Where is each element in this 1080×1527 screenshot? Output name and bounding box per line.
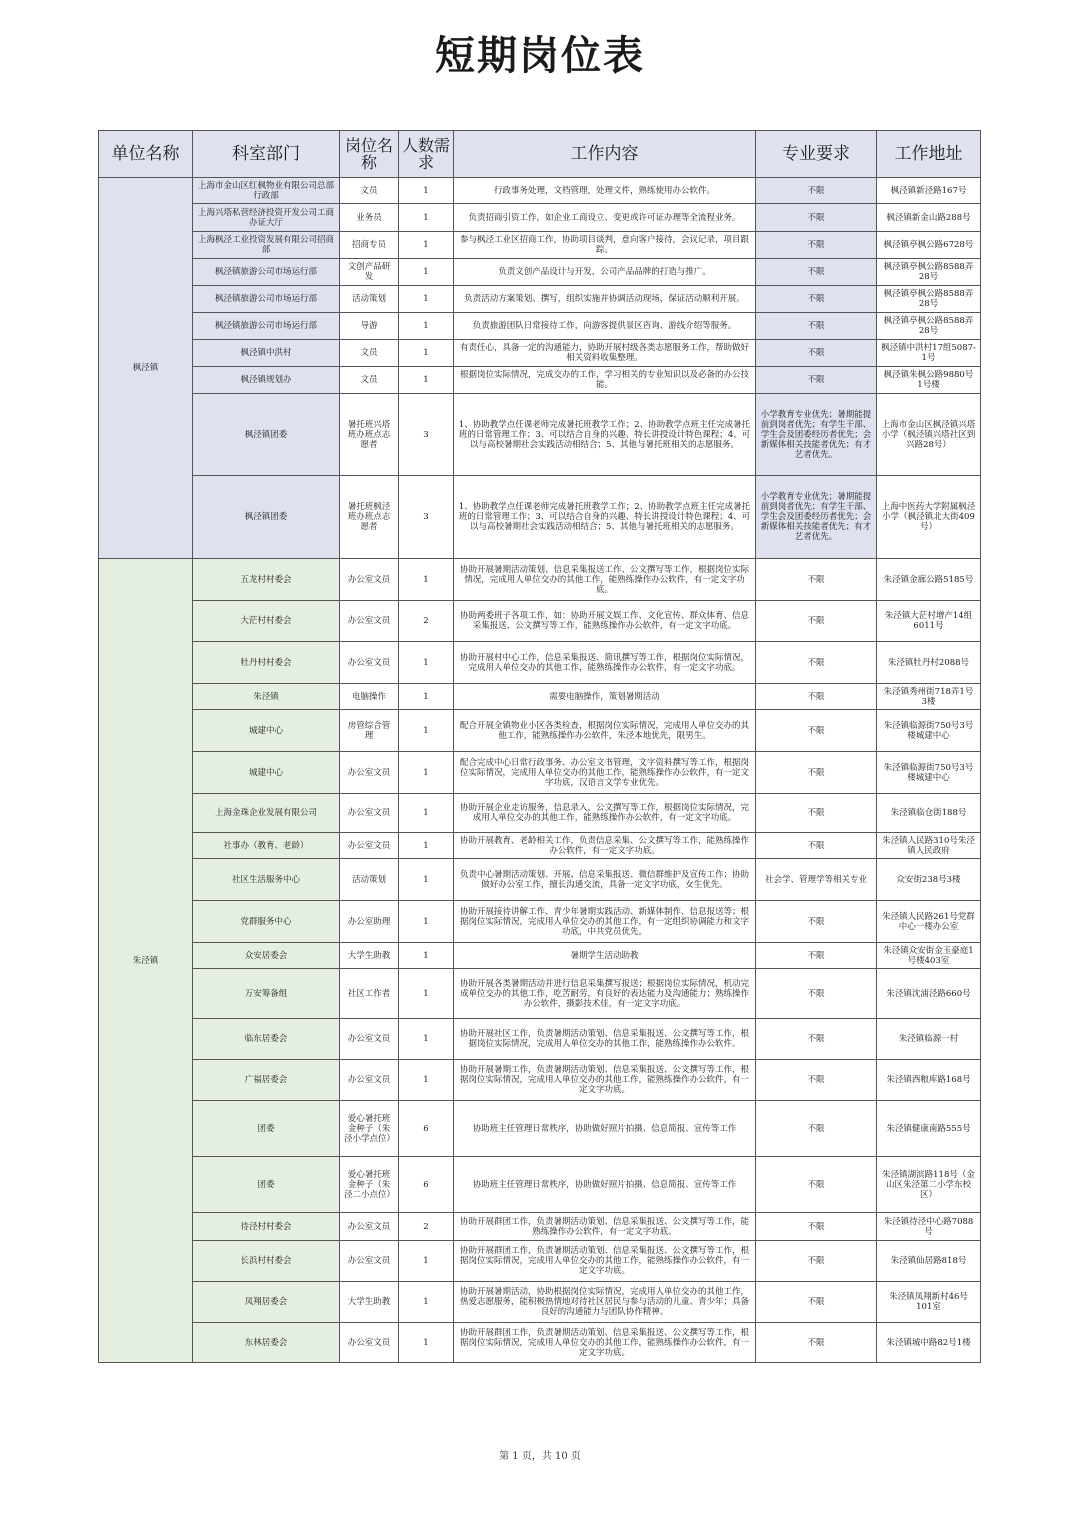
- table-row: [99, 1157, 981, 1213]
- content-cell: 协助开展暑期活动，协助根据岗位实际情况，完成用人单位交办的其他工作，热爱志愿服务，能积极热情地对待社区居民与参与活动的儿童、青少年；具备良好的沟通能力与团队协作精神。: [454, 1282, 756, 1323]
- post-cell: 办公室文员: [340, 642, 399, 684]
- table-row: [99, 476, 981, 559]
- dept-cell: 众安居委会: [193, 943, 340, 969]
- major-cell: 不限: [756, 601, 877, 642]
- content-cell: 配合开展全镇物业小区各类检查，根据岗位实际情况，完成用人单位交办的其他工作，能熟练操作办公软件，朱泾本地优先，限男生。: [454, 710, 756, 752]
- count-cell: 1: [399, 259, 454, 286]
- dept-cell: 长浜村村委会: [193, 1241, 340, 1282]
- dept-cell: 牡丹村村委会: [193, 642, 340, 684]
- dept-cell: 社区生活服务中心: [193, 859, 340, 901]
- count-cell: 1: [399, 710, 454, 752]
- dept-cell: 待泾村村委会: [193, 1213, 340, 1241]
- header-major: 专业要求: [756, 131, 877, 178]
- dept-cell: 凤翔居委会: [193, 1282, 340, 1323]
- post-cell: 活动策划: [340, 286, 399, 313]
- count-cell: 1: [399, 340, 454, 367]
- address-cell: 枫泾镇亭枫公路8588弄28号: [877, 313, 981, 340]
- post-cell: 暑托班兴塔班办班点志愿者: [340, 394, 399, 476]
- major-cell: 不限: [756, 943, 877, 969]
- major-cell: 不限: [756, 232, 877, 259]
- table-row: [99, 943, 981, 969]
- address-cell: 朱泾镇待泾中心路7088号: [877, 1213, 981, 1241]
- dept-cell: 上海市金山区红枫物业有限公司总部行政部: [193, 178, 340, 204]
- dept-cell: 五龙村村委会: [193, 559, 340, 601]
- content-cell: 需要电脑操作，策划暑期活动: [454, 684, 756, 710]
- content-cell: 协助开展企业走访服务，信息录入，公文撰写等工作，根据岗位实际情况，完成用人单位交办的其他工作，能熟练操作办公软件，有一定文字功底。: [454, 794, 756, 833]
- address-cell: 上海中医药大学附属枫泾小学（枫泾镇北大街409号）: [877, 476, 981, 559]
- table-row: [99, 313, 981, 340]
- address-cell: 朱泾镇大茫村增产14组6011号: [877, 601, 981, 642]
- table-row: [99, 1101, 981, 1157]
- major-cell: 不限: [756, 833, 877, 859]
- content-cell: 暑期学生活动助教: [454, 943, 756, 969]
- dept-cell: 城建中心: [193, 710, 340, 752]
- content-cell: 1、协助教学点任课老师完成暑托班教学工作；2、协助教学点班主任完成暑托班的日常管理工作；3、可以结合自身的兴趣、特长讲授设计特色课程；4、可以与高校暑期社会实践活动相结合；5、其他与暑托班相关的志愿服务。: [454, 394, 756, 476]
- post-cell: 办公室文员: [340, 1213, 399, 1241]
- count-cell: 6: [399, 1157, 454, 1213]
- address-cell: 枫泾镇中洪村17组5087-1号: [877, 340, 981, 367]
- dept-cell: 上海枫泾工业投资发展有限公司招商部: [193, 232, 340, 259]
- table-row: [99, 1019, 981, 1060]
- major-cell: 小学教育专业优先；暑期能提前到岗者优先；有学生干部、学生会及团委经历者优先；会新媒体相关技能者优先；有才艺者优先。: [756, 394, 877, 476]
- count-cell: 1: [399, 833, 454, 859]
- post-cell: 房管综合管理: [340, 710, 399, 752]
- content-cell: 协助班主任管理日常秩序，协助做好照片拍摄、信息简报、宣传等工作: [454, 1157, 756, 1213]
- count-cell: 1: [399, 969, 454, 1019]
- table-row: [99, 1060, 981, 1101]
- post-cell: 办公室文员: [340, 833, 399, 859]
- post-cell: 爱心暑托班金种子（朱泾二小点位）: [340, 1157, 399, 1213]
- table-row: [99, 833, 981, 859]
- table-row: [99, 559, 981, 601]
- count-cell: 3: [399, 394, 454, 476]
- count-cell: 1: [399, 943, 454, 969]
- count-cell: 1: [399, 178, 454, 204]
- table-row: [99, 394, 981, 476]
- post-cell: 文员: [340, 367, 399, 394]
- address-cell: 众安街238号3楼: [877, 859, 981, 901]
- post-cell: 暑托班枫泾班办班点志愿者: [340, 476, 399, 559]
- dept-cell: 东林居委会: [193, 1323, 340, 1363]
- major-cell: 不限: [756, 684, 877, 710]
- dept-cell: 大茫村村委会: [193, 601, 340, 642]
- unit-name-cell: 枫泾镇: [99, 178, 193, 559]
- content-cell: 协助两委班子各项工作，如：协助开展文娱工作、文化宣传、群众体育、信息采集报送、公文撰写等工作，能熟练操作办公软件，有一定文字功底。: [454, 601, 756, 642]
- major-cell: 不限: [756, 969, 877, 1019]
- content-cell: 协助开展群团工作，负责暑期活动策划、信息采集报送、公文撰写等工作，根据岗位实际情况，完成用人单位交办的其他工作，能熟练操作办公软件，有一定文字功底。: [454, 1241, 756, 1282]
- dept-cell: 党群服务中心: [193, 901, 340, 943]
- count-cell: 1: [399, 642, 454, 684]
- post-cell: 办公室文员: [340, 794, 399, 833]
- major-cell: 不限: [756, 901, 877, 943]
- post-cell: 办公室助理: [340, 901, 399, 943]
- unit-name-cell: 朱泾镇: [99, 559, 193, 1363]
- content-cell: 参与枫泾工业区招商工作，协助项目谈判，意向客户接待，会议记录，项目跟踪。: [454, 232, 756, 259]
- table-row: [99, 859, 981, 901]
- count-cell: 1: [399, 794, 454, 833]
- post-cell: 办公室文员: [340, 1060, 399, 1101]
- address-cell: 朱泾镇沈浦泾路660号: [877, 969, 981, 1019]
- header-count: 人数需求: [399, 131, 454, 178]
- dept-cell: 枫泾镇旅游公司市场运行部: [193, 313, 340, 340]
- dept-cell: 枫泾镇团委: [193, 394, 340, 476]
- major-cell: 不限: [756, 710, 877, 752]
- table-row: [99, 1213, 981, 1241]
- table-row: [99, 204, 981, 232]
- table-row: [99, 259, 981, 286]
- page-title: 短期岗位表: [435, 32, 645, 79]
- content-cell: 协助开展社区工作，负责暑期活动策划、信息采集报送、公文撰写等工作，根据岗位实际情况，完成用人单位交办的其他工作，能熟练操作办公软件。: [454, 1019, 756, 1060]
- post-cell: 导游: [340, 313, 399, 340]
- dept-cell: 枫泾镇规划办: [193, 367, 340, 394]
- major-cell: 不限: [756, 204, 877, 232]
- address-cell: 朱泾镇金廊公路5185号: [877, 559, 981, 601]
- address-cell: 朱泾镇牡丹村2088号: [877, 642, 981, 684]
- content-cell: 负责旅游团队日常接待工作，向游客提供景区咨询、游线介绍等服务。: [454, 313, 756, 340]
- count-cell: 1: [399, 313, 454, 340]
- major-cell: 不限: [756, 1019, 877, 1060]
- post-cell: 电脑操作: [340, 684, 399, 710]
- dept-cell: 团委: [193, 1101, 340, 1157]
- table-row: [99, 367, 981, 394]
- major-cell: 不限: [756, 642, 877, 684]
- table-row: [99, 1241, 981, 1282]
- dept-cell: 城建中心: [193, 752, 340, 794]
- content-cell: 协助开展群团工作，负责暑期活动策划、信息采集报送、公文撰写等工作，能熟练操作办公软件，有一定文字功底。: [454, 1213, 756, 1241]
- address-cell: 上海市金山区枫泾镇兴塔小学（枫泾镇兴塔社区到兴路28号）: [877, 394, 981, 476]
- post-cell: 办公室文员: [340, 1019, 399, 1060]
- table-row: [99, 642, 981, 684]
- major-cell: 不限: [756, 286, 877, 313]
- major-cell: 社会学、管理学等相关专业: [756, 859, 877, 901]
- count-cell: 1: [399, 286, 454, 313]
- count-cell: 1: [399, 752, 454, 794]
- post-cell: 业务员: [340, 204, 399, 232]
- table-row: [99, 684, 981, 710]
- table-row: [99, 286, 981, 313]
- table-row: [99, 1282, 981, 1323]
- address-cell: 枫泾镇新泾路167号: [877, 178, 981, 204]
- content-cell: 协助开展暑期工作，负责暑期活动策划、信息采集报送、公文撰写等工作，根据岗位实际情况，完成用人单位交办的其他工作，能熟练操作办公软件，有一定文字功底。: [454, 1060, 756, 1101]
- major-cell: 不限: [756, 313, 877, 340]
- count-cell: 1: [399, 1241, 454, 1282]
- count-cell: 6: [399, 1101, 454, 1157]
- dept-cell: 枫泾镇团委: [193, 476, 340, 559]
- address-cell: 朱泾镇临源街750号3号楼城建中心: [877, 752, 981, 794]
- address-cell: 朱泾镇人民路310号朱泾镇人民政府: [877, 833, 981, 859]
- address-cell: 朱泾镇健康南路555号: [877, 1101, 981, 1157]
- content-cell: 协助开展各类暑期活动并进行信息采集撰写报送；根据岗位实际情况，机动完成单位交办的其他工作，吃苦耐劳，有良好的表达能力及沟通能力；熟练操作办公软件，摄影技术佳，有一定文字功底。: [454, 969, 756, 1019]
- table-row: [99, 178, 981, 204]
- count-cell: 1: [399, 1323, 454, 1363]
- content-cell: 协助开展群团工作，负责暑期活动策划、信息采集报送、公文撰写等工作，根据岗位实际情况，完成用人单位交办的其他工作，能熟练操作办公软件，有一定文字功底。: [454, 1323, 756, 1363]
- content-cell: 负责文创产品设计与开发，公司产品品牌的打造与推广。: [454, 259, 756, 286]
- major-cell: 不限: [756, 1213, 877, 1241]
- count-cell: 1: [399, 1282, 454, 1323]
- post-cell: 爱心暑托班金种子（朱泾小学点位）: [340, 1101, 399, 1157]
- count-cell: 1: [399, 1019, 454, 1060]
- dept-cell: 枫泾镇中洪村: [193, 340, 340, 367]
- post-cell: 办公室文员: [340, 601, 399, 642]
- major-cell: 小学教育专业优先；暑期能提前到岗者优先；有学生干部、学生会及团委经历者优先；会新媒体相关技能者优先；有才艺者优先。: [756, 476, 877, 559]
- content-cell: 协助开展接待讲解工作、青少年暑期实践活动、新媒体制作、信息报送等；根据岗位实际情况，完成用人单位交办的其他工作，有一定组织协调能力和文字功底，中共党员优先。: [454, 901, 756, 943]
- table-row: [99, 601, 981, 642]
- major-cell: 不限: [756, 1241, 877, 1282]
- dept-cell: 朱泾镇: [193, 684, 340, 710]
- content-cell: 协助班主任管理日常秩序，协助做好照片拍摄、信息简报、宣传等工作: [454, 1101, 756, 1157]
- post-cell: 招商专员: [340, 232, 399, 259]
- dept-cell: 团委: [193, 1157, 340, 1213]
- address-cell: 朱泾镇人民路261号党群中心一楼办公室: [877, 901, 981, 943]
- post-cell: 办公室文员: [340, 1323, 399, 1363]
- content-cell: 负责招商引资工作，如企业工商设立、变更或许可证办理等全流程业务。: [454, 204, 756, 232]
- count-cell: 1: [399, 901, 454, 943]
- address-cell: 枫泾镇亭枫公路6728号: [877, 232, 981, 259]
- table-row: [99, 232, 981, 259]
- post-cell: 社区工作者: [340, 969, 399, 1019]
- content-cell: 根据岗位实际情况，完成交办的工作，学习相关的专业知识以及必备的办公技能。: [454, 367, 756, 394]
- post-cell: 大学生助教: [340, 1282, 399, 1323]
- post-cell: 文员: [340, 178, 399, 204]
- table-row: [99, 340, 981, 367]
- table-row: [99, 1323, 981, 1363]
- header-row: [99, 131, 981, 178]
- table-row: [99, 901, 981, 943]
- post-cell: 文创产品研发: [340, 259, 399, 286]
- major-cell: 不限: [756, 340, 877, 367]
- count-cell: 1: [399, 559, 454, 601]
- count-cell: 1: [399, 367, 454, 394]
- dept-cell: 广福居委会: [193, 1060, 340, 1101]
- post-cell: 办公室文员: [340, 559, 399, 601]
- major-cell: 不限: [756, 1101, 877, 1157]
- major-cell: 不限: [756, 559, 877, 601]
- header-address: 工作地址: [877, 131, 981, 178]
- header-unit: 单位名称: [99, 131, 193, 178]
- count-cell: 1: [399, 204, 454, 232]
- content-cell: 负责活动方案策划、撰写，组织实施并协调活动现场，保证活动顺利开展。: [454, 286, 756, 313]
- table-row: [99, 710, 981, 752]
- post-cell: 办公室文员: [340, 752, 399, 794]
- content-cell: 配合完成中心日常行政事务、办公室文书管理，文字资料撰写等工作，根据岗位实际情况，完成用人单位交办的其他工作，能熟练操作办公软件，有一定文字功底，汉语言文学专业优先。: [454, 752, 756, 794]
- major-cell: 不限: [756, 178, 877, 204]
- major-cell: 不限: [756, 1282, 877, 1323]
- address-cell: 枫泾镇新金山路288号: [877, 204, 981, 232]
- major-cell: 不限: [756, 367, 877, 394]
- count-cell: 1: [399, 1060, 454, 1101]
- count-cell: 3: [399, 476, 454, 559]
- address-cell: 朱泾镇西粮库路168号: [877, 1060, 981, 1101]
- job-table: [98, 130, 981, 1363]
- major-cell: 不限: [756, 259, 877, 286]
- content-cell: 负责中心暑期活动策划、开展、信息采集报送、微信群维护及宣传工作；协助做好办公室工作，擅长沟通交流，具备一定文字功底，女生优先。: [454, 859, 756, 901]
- count-cell: 2: [399, 601, 454, 642]
- content-cell: 协助开展村中心工作，信息采集报送、简讯撰写等工作，根据岗位实际情况，完成用人单位交办的其他工作，能熟练操作办公软件，有一定文字功底。: [454, 642, 756, 684]
- content-cell: 协助开展暑期活动策划、信息采集报送工作、公文撰写等工作，根据岗位实际情况，完成用人单位交办的其他工作，能熟练操作办公软件，有一定文字功底。: [454, 559, 756, 601]
- page-footer: 第 1 页，共 10 页: [499, 1451, 581, 1462]
- address-cell: 朱泾镇湖滨路118号（金山区朱泾第二小学东校区）: [877, 1157, 981, 1213]
- content-cell: 协助开展教育、老龄相关工作，负责信息采集、公文撰写等工作，能熟练操作办公软件，有一定文字功底。: [454, 833, 756, 859]
- dept-cell: 上海兴塔私营经济投资开发公司工商办证大厅: [193, 204, 340, 232]
- address-cell: 朱泾镇众安街金玉豪庭1号楼403室: [877, 943, 981, 969]
- address-cell: 朱泾镇临仓街188号: [877, 794, 981, 833]
- content-cell: 1、协助教学点任课老师完成暑托班教学工作；2、协助教学点班主任完成暑托班的日常管理工作；3、可以结合自身的兴趣、特长讲授设计特色课程；4、可以与高校暑期社会实践活动相结合；5、其他与暑托班相关的志愿服务。: [454, 476, 756, 559]
- dept-cell: 枫泾镇旅游公司市场运行部: [193, 286, 340, 313]
- header-dept: 科室部门: [193, 131, 340, 178]
- address-cell: 枫泾镇亭枫公路8588弄28号: [877, 286, 981, 313]
- count-cell: 1: [399, 232, 454, 259]
- address-cell: 朱泾镇凤翔新村46号101室: [877, 1282, 981, 1323]
- address-cell: 朱泾镇秀州街718弄1号3楼: [877, 684, 981, 710]
- post-cell: 活动策划: [340, 859, 399, 901]
- address-cell: 枫泾镇朱枫公路9880号1号楼: [877, 367, 981, 394]
- dept-cell: 社事办（教育、老龄）: [193, 833, 340, 859]
- major-cell: 不限: [756, 752, 877, 794]
- post-cell: 文员: [340, 340, 399, 367]
- header-post: 岗位名称: [340, 131, 399, 178]
- major-cell: 不限: [756, 794, 877, 833]
- content-cell: 有责任心，具备一定的沟通能力，协助开展村级各类志愿服务工作，帮助做好相关资料收集整理。: [454, 340, 756, 367]
- address-cell: 朱泾镇城中路82号1楼: [877, 1323, 981, 1363]
- address-cell: 朱泾镇仙居路818号: [877, 1241, 981, 1282]
- post-cell: 办公室文员: [340, 1241, 399, 1282]
- dept-cell: 万安筹备组: [193, 969, 340, 1019]
- table-row: [99, 794, 981, 833]
- dept-cell: 枫泾镇旅游公司市场运行部: [193, 259, 340, 286]
- count-cell: 1: [399, 684, 454, 710]
- major-cell: 不限: [756, 1157, 877, 1213]
- count-cell: 2: [399, 1213, 454, 1241]
- post-cell: 大学生助教: [340, 943, 399, 969]
- table-row: [99, 969, 981, 1019]
- address-cell: 朱泾镇临源一村: [877, 1019, 981, 1060]
- dept-cell: 临东居委会: [193, 1019, 340, 1060]
- address-cell: 朱泾镇临源街750号3号楼城建中心: [877, 710, 981, 752]
- address-cell: 枫泾镇亭枫公路8588弄28号: [877, 259, 981, 286]
- count-cell: 1: [399, 859, 454, 901]
- table-row: [99, 752, 981, 794]
- dept-cell: 上海金珠企业发展有限公司: [193, 794, 340, 833]
- major-cell: 不限: [756, 1323, 877, 1363]
- major-cell: 不限: [756, 1060, 877, 1101]
- header-content: 工作内容: [454, 131, 756, 178]
- content-cell: 行政事务处理，文档管理，处理文件，熟练使用办公软件。: [454, 178, 756, 204]
